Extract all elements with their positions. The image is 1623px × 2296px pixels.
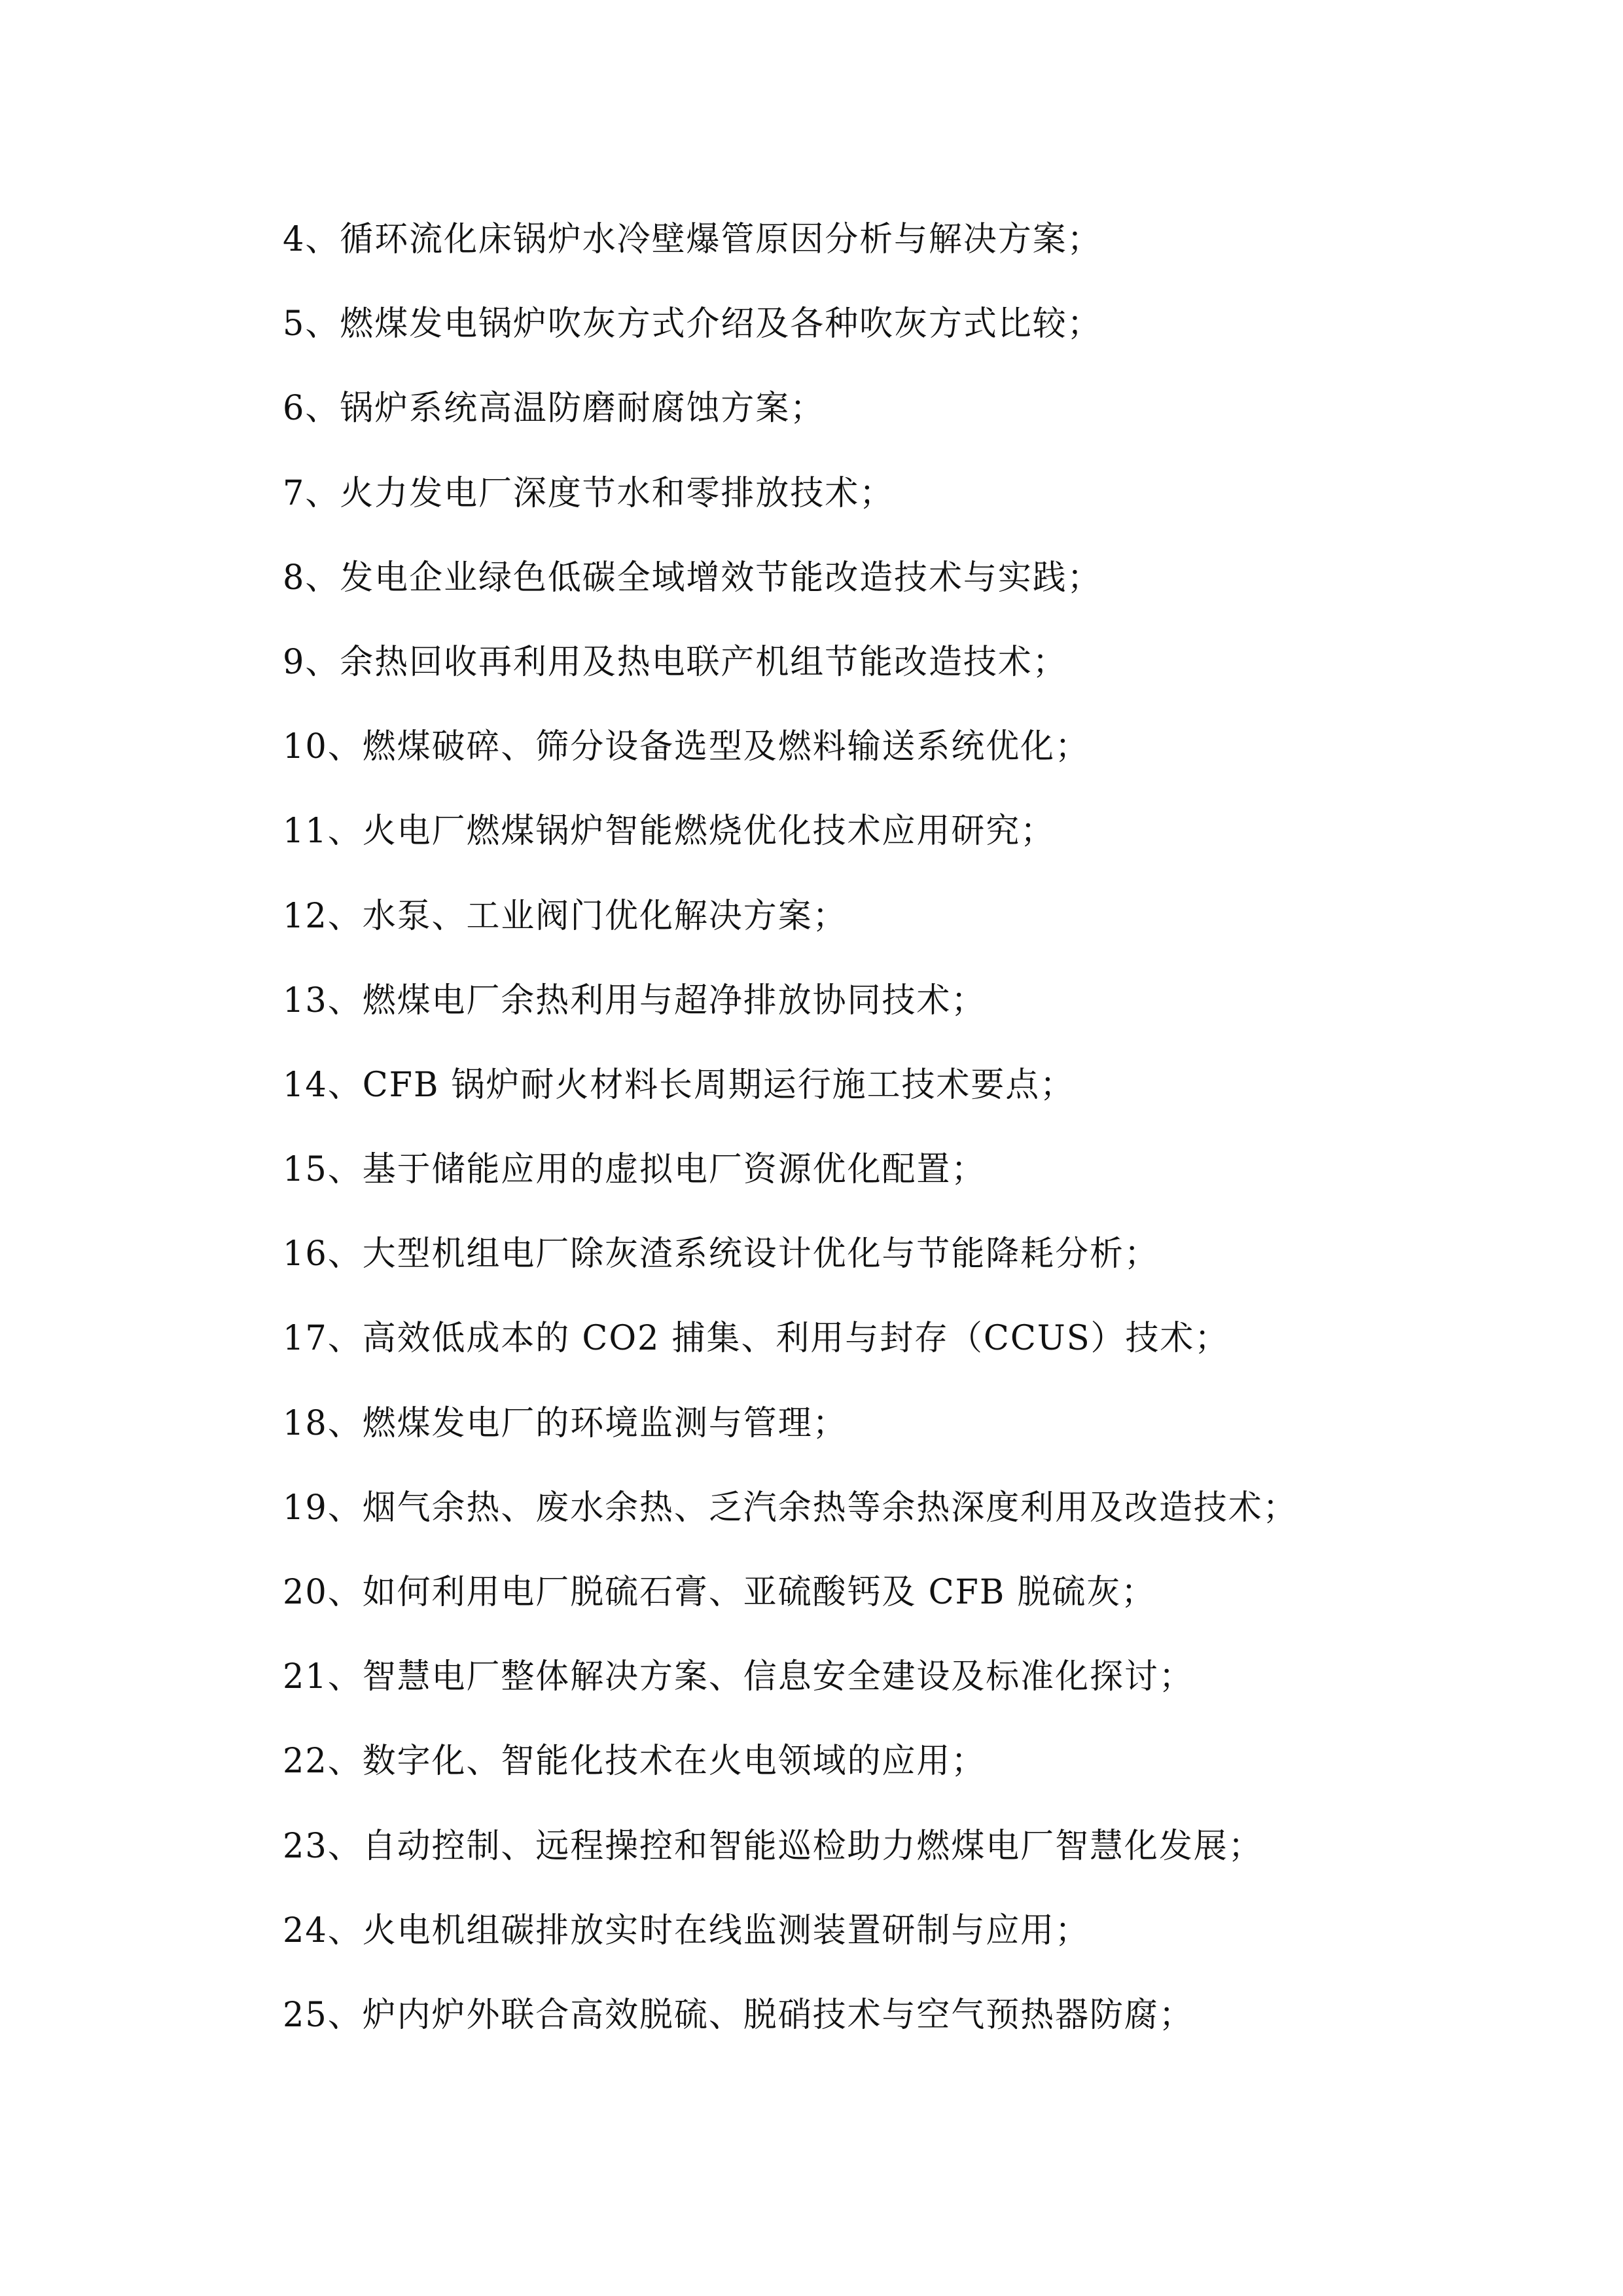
list-item	[283, 1477, 1298, 1561]
item-number: 10、	[283, 727, 363, 767]
item-text: 火力发电厂深度节水和零排放技术；	[340, 473, 895, 513]
item-text: 燃煤发电锅炉吹灰方式介绍及各种吹灰方式比较；	[340, 304, 1102, 344]
item-text: 燃煤发电厂的环境监测与管理；	[362, 1403, 847, 1443]
list-item	[283, 885, 1298, 969]
item-number: 21、	[283, 1657, 363, 1697]
item-number: 18、	[283, 1403, 363, 1443]
list-item	[283, 1899, 1298, 1984]
list-item	[283, 1392, 1298, 1477]
list-item	[283, 1730, 1298, 1814]
list-item	[283, 208, 1298, 293]
item-number: 19、	[283, 1488, 363, 1528]
item-text: 如何利用电厂脱硫石膏、亚硫酸钙及 CFB 脱硫灰；	[362, 1573, 1156, 1612]
item-text: 烟气余热、废水余热、乏汽余热等余热深度利用及改造技术；	[362, 1488, 1298, 1528]
item-text: 燃煤电厂余热利用与超净排放协同技术；	[362, 980, 986, 1020]
item-text: 火电厂燃煤锅炉智能燃烧优化技术应用研究；	[362, 812, 1056, 852]
item-number: 16、	[283, 1234, 363, 1274]
item-number: 24、	[283, 1910, 363, 1950]
topic-list	[283, 208, 1318, 2068]
list-item	[283, 969, 1298, 1054]
list-item	[283, 547, 1298, 631]
item-number: 6、	[283, 389, 340, 429]
item-number: 17、	[283, 1319, 363, 1359]
item-text: 火电机组碳排放实时在线监测装置研制与应用；	[362, 1910, 1090, 1950]
item-number: 22、	[283, 1742, 363, 1782]
item-number: 13、	[283, 980, 363, 1020]
item-text: 发电企业绿色低碳全域增效节能改造技术与实践；	[340, 558, 1102, 598]
list-item	[283, 293, 1298, 377]
item-text: 数字化、智能化技术在火电领域的应用；	[362, 1742, 986, 1782]
item-text: 基于储能应用的虚拟电厂资源优化配置；	[362, 1150, 986, 1190]
list-item	[283, 462, 1298, 547]
item-number: 4、	[283, 220, 340, 259]
list-item	[283, 377, 1298, 461]
item-text: 循环流化床锅炉水冷壁爆管原因分析与解决方案；	[340, 220, 1102, 259]
item-text: CFB 锅炉耐火材料长周期运行施工技术要点；	[362, 1065, 1075, 1105]
item-number: 8、	[283, 558, 340, 598]
item-number: 14、	[283, 1065, 363, 1105]
list-item	[283, 1223, 1298, 1307]
list-item	[283, 1561, 1298, 1645]
list-item	[283, 1984, 1298, 2068]
list-item	[283, 631, 1298, 715]
item-number: 7、	[283, 473, 340, 513]
item-number: 25、	[283, 1995, 363, 2035]
list-item	[283, 1054, 1298, 1138]
item-text: 大型机组电厂除灰渣系统设计优化与节能降耗分析；	[362, 1234, 1159, 1274]
item-number: 23、	[283, 1826, 363, 1866]
item-number: 20、	[283, 1573, 363, 1612]
item-number: 11、	[283, 812, 363, 852]
item-text: 高效低成本的 CO2 捕集、利用与封存（CCUS）技术；	[362, 1319, 1230, 1359]
item-text: 自动控制、远程操控和智能巡检助力燃煤电厂智慧化发展；	[362, 1826, 1263, 1866]
list-item	[283, 1138, 1298, 1223]
list-item	[283, 1815, 1298, 1899]
item-number: 15、	[283, 1150, 363, 1190]
item-number: 12、	[283, 896, 363, 936]
item-number: 5、	[283, 304, 340, 344]
list-item	[283, 800, 1298, 884]
item-number: 9、	[283, 642, 340, 682]
item-text: 智慧电厂整体解决方案、信息安全建设及标准化探讨；	[362, 1657, 1194, 1697]
item-text: 燃煤破碎、筛分设备选型及燃料输送系统优化；	[362, 727, 1090, 767]
item-text: 余热回收再利用及热电联产机组节能改造技术；	[340, 642, 1067, 682]
item-text: 锅炉系统高温防磨耐腐蚀方案；	[340, 389, 825, 429]
list-item	[283, 1645, 1298, 1730]
item-text: 炉内炉外联合高效脱硫、脱硝技术与空气预热器防腐；	[362, 1995, 1194, 2035]
list-item	[283, 715, 1298, 800]
list-item	[283, 1307, 1298, 1391]
item-text: 水泵、工业阀门优化解决方案；	[362, 896, 847, 936]
